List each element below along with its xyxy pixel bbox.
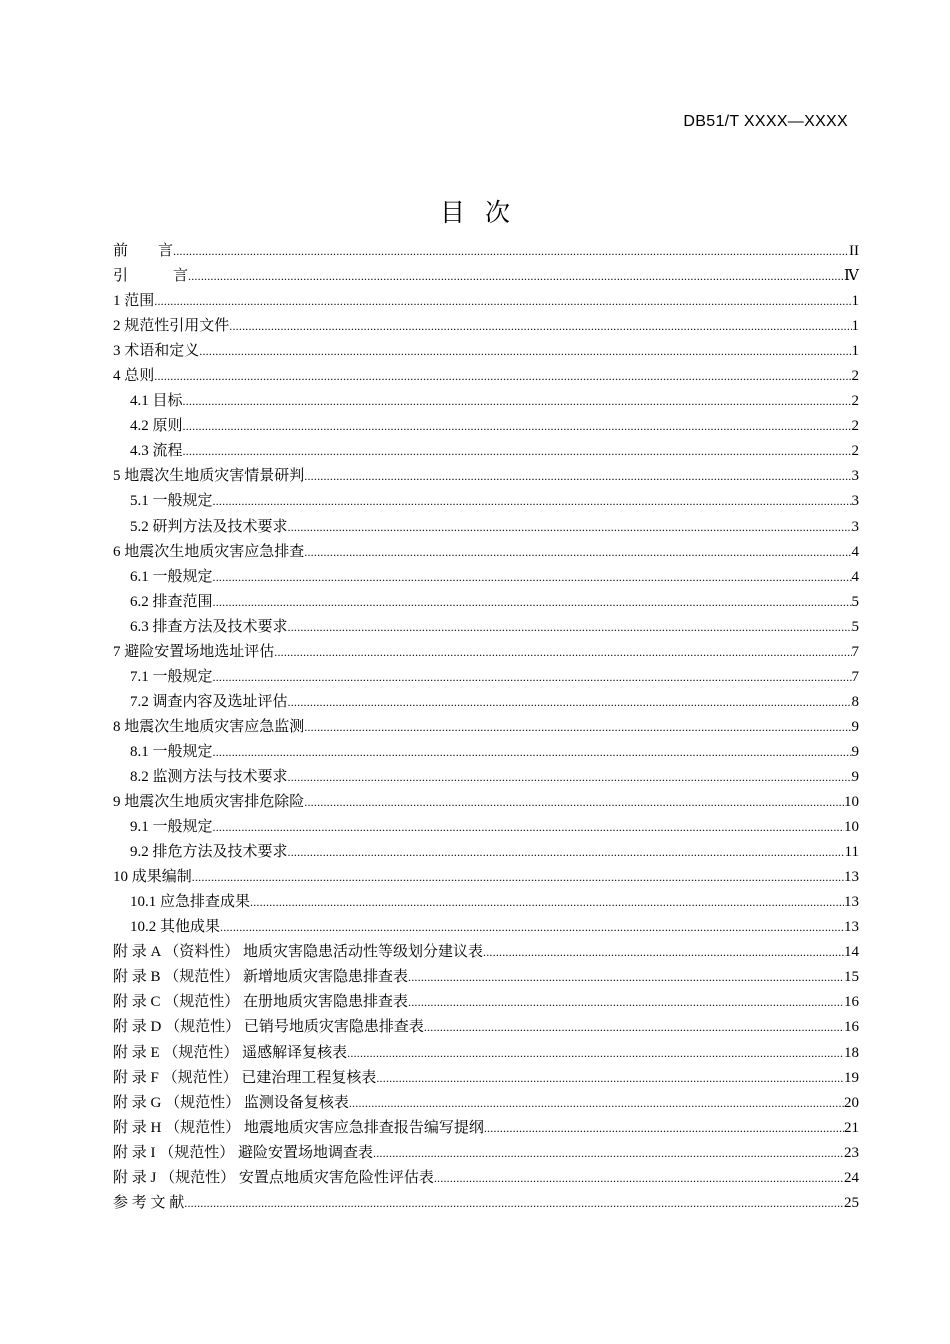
dot-leader (250, 890, 844, 915)
toc-entry[interactable] (113, 1041, 859, 1066)
toc-entry[interactable] (113, 1191, 859, 1216)
dot-leader (213, 665, 852, 690)
dot-leader (173, 239, 849, 264)
dot-leader (376, 1066, 844, 1091)
toc-entry-label: 9.2 排危方法及技术要求 (130, 844, 288, 861)
toc-entry-page: 9 (851, 743, 859, 760)
toc-entry-page: 5 (851, 593, 859, 610)
toc-entry-page: 24 (844, 1169, 859, 1186)
toc-entry-page: 13 (844, 919, 859, 936)
document-number: DB51/T XXXX—XXXX (683, 113, 848, 130)
dot-leader (288, 515, 852, 540)
toc-entry-page: 21 (844, 1119, 859, 1136)
toc-entry[interactable] (113, 915, 859, 940)
toc-entry-page: 11 (844, 844, 859, 861)
dot-leader (373, 1141, 844, 1166)
dot-leader (199, 339, 851, 364)
toc-entry-page: 10 (844, 819, 859, 836)
toc-entry-label: 8 地震次生地质灾害应急监测 (113, 718, 305, 735)
toc-entry-page: 14 (844, 944, 859, 961)
toc-entry-label: 8.1 一般规定 (130, 743, 213, 760)
toc-entry-page: 16 (844, 1019, 859, 1036)
toc-entry-label: 附 录 C （规范性） 在册地质灾害隐患排查表 (113, 994, 409, 1011)
dot-leader (304, 715, 851, 740)
toc-entry[interactable] (113, 690, 859, 715)
toc-entry-label: 10.2 其他成果 (130, 919, 221, 936)
toc-entry-label: 9 地震次生地质灾害排危除险 (113, 794, 305, 811)
toc-entry-page: 25 (844, 1194, 859, 1211)
dot-leader (304, 540, 851, 565)
dot-leader (183, 414, 852, 439)
dot-leader (349, 1091, 844, 1116)
toc-entry[interactable] (113, 965, 859, 990)
toc-entry-page: 7 (851, 668, 859, 685)
toc-entry-page: 3 (851, 468, 859, 485)
toc-entry-page: 8 (851, 693, 859, 710)
page-title: 目次 (439, 198, 530, 227)
dot-leader (154, 289, 851, 314)
toc-entry-page: 3 (851, 518, 859, 535)
toc-entry-page: 1 (851, 293, 859, 310)
toc-entry-page: 16 (844, 994, 859, 1011)
toc-entry-label: 引 言 (113, 268, 189, 285)
toc-entry-label: 7.1 一般规定 (130, 668, 213, 685)
toc-entry-label: 1 范围 (113, 293, 155, 310)
toc-entry-page: 10 (844, 794, 859, 811)
toc-entry-page: 13 (844, 869, 859, 886)
dot-leader (424, 1015, 844, 1040)
toc-entry-page: 23 (844, 1144, 859, 1161)
toc-entry-label: 前 言 (113, 243, 174, 259)
toc-entry[interactable] (113, 840, 859, 865)
toc-entry-label: 附 录 I （规范性） 避险安置场地调查表 (113, 1144, 373, 1161)
toc-entry[interactable] (113, 239, 859, 264)
toc-entry-page: 19 (844, 1069, 859, 1086)
toc-entry[interactable] (113, 464, 859, 489)
toc-entry[interactable] (113, 865, 859, 890)
toc-entry-label: 附 录 E （规范性） 遥感解译复核表 (113, 1044, 348, 1061)
toc-entry-label: 附 录 H （规范性） 地震地质灾害应急排查报告编写提纲 (113, 1119, 484, 1136)
toc-entry[interactable] (113, 389, 859, 414)
toc-entry[interactable] (113, 640, 859, 665)
dot-leader (304, 790, 844, 815)
toc-entry-page: 1 (851, 343, 859, 360)
toc-entry-page: 15 (844, 969, 859, 986)
toc-entry[interactable] (113, 790, 859, 815)
toc-entry-label: 附 录 F （规范性） 已建治理工程复核表 (113, 1069, 377, 1086)
toc-entry[interactable] (113, 264, 859, 289)
toc-entry[interactable] (113, 565, 859, 590)
toc-entry[interactable] (113, 1116, 859, 1141)
dot-leader (288, 615, 852, 640)
toc-entry[interactable] (113, 665, 859, 690)
toc-entry-page: 5 (851, 618, 859, 635)
toc-entry-label: 10.1 应急排查成果 (130, 894, 251, 911)
dot-leader (213, 489, 852, 514)
toc-entry-page: II (849, 243, 859, 259)
toc-entry-label: 4 总则 (113, 368, 155, 385)
dot-leader (213, 590, 852, 615)
dot-leader (408, 965, 844, 990)
toc-entry-label: 8.2 监测方法与技术要求 (130, 768, 288, 785)
dot-leader (220, 915, 844, 940)
toc-entry-page: 4 (851, 543, 859, 560)
toc-entry[interactable] (113, 590, 859, 615)
toc-entry-label: 10 成果编制 (113, 869, 192, 886)
toc-entry[interactable] (113, 439, 859, 464)
toc-entry-label: 7 避险安置场地选址评估 (113, 643, 275, 660)
dot-leader (192, 865, 844, 890)
toc-entry-page: Ⅳ (844, 268, 859, 285)
toc-entry[interactable] (113, 515, 859, 540)
toc-entry[interactable] (113, 289, 859, 314)
table-of-contents (113, 239, 859, 1216)
toc-entry-label: 6 地震次生地质灾害应急排查 (113, 543, 305, 560)
toc-entry-label: 附 录 D （规范性） 已销号地质灾害隐患排查表 (113, 1019, 424, 1036)
toc-entry[interactable] (113, 815, 859, 840)
dot-leader (188, 264, 844, 289)
toc-entry-label: 2 规范性引用文件 (113, 318, 230, 335)
toc-entry[interactable] (113, 339, 859, 364)
toc-entry-page: 1 (851, 318, 859, 335)
toc-entry[interactable] (113, 940, 859, 965)
dot-leader (154, 364, 851, 389)
toc-entry[interactable] (113, 615, 859, 640)
toc-entry-label: 5.1 一般规定 (130, 493, 213, 510)
toc-entry-page: 4 (851, 568, 859, 585)
toc-entry-label: 4.2 原则 (130, 418, 183, 435)
toc-entry-page: 9 (851, 768, 859, 785)
dot-leader (183, 389, 852, 414)
toc-entry[interactable] (113, 1166, 859, 1191)
toc-entry-page: 20 (844, 1094, 859, 1111)
dot-leader (274, 640, 851, 665)
toc-entry-label: 附 录 B （规范性） 新增地质灾害隐患排查表 (113, 969, 409, 986)
dot-leader (434, 1166, 844, 1191)
toc-entry[interactable] (113, 540, 859, 565)
toc-entry-label: 附 录 J （规范性） 安置点地质灾害危险性评估表 (113, 1169, 434, 1186)
toc-entry[interactable] (113, 489, 859, 514)
dot-leader (484, 1116, 844, 1141)
dot-leader (483, 940, 844, 965)
toc-entry[interactable] (113, 1091, 859, 1116)
toc-entry-page: 2 (851, 393, 859, 410)
dot-leader (288, 690, 852, 715)
toc-entry-label: 5.2 研判方法及技术要求 (130, 518, 288, 535)
toc-entry[interactable] (113, 1015, 859, 1040)
toc-entry[interactable] (113, 990, 859, 1015)
dot-leader (213, 740, 852, 765)
dot-leader (288, 840, 845, 865)
toc-entry-label: 5 地震次生地质灾害情景研判 (113, 468, 305, 485)
toc-entry-label: 3 术语和定义 (113, 343, 200, 360)
dot-leader (347, 1041, 844, 1066)
toc-entry-page: 18 (844, 1044, 859, 1061)
toc-entry-page: 2 (851, 443, 859, 460)
toc-entry-page: 2 (851, 368, 859, 385)
toc-entry-label: 附 录 A （资料性） 地质灾害隐患活动性等级划分建议表 (113, 944, 484, 961)
toc-entry[interactable] (113, 715, 859, 740)
toc-entry[interactable] (113, 740, 859, 765)
toc-entry-page: 2 (851, 418, 859, 435)
toc-entry-label: 7.2 调查内容及选址评估 (130, 693, 288, 710)
toc-entry-label: 4.1 目标 (130, 393, 183, 410)
dot-leader (304, 464, 851, 489)
toc-entry[interactable] (113, 890, 859, 915)
toc-entry-label: 参 考 文 献 (113, 1194, 185, 1211)
dot-leader (183, 439, 852, 464)
toc-entry-label: 9.1 一般规定 (130, 819, 213, 836)
toc-entry[interactable] (113, 414, 859, 439)
toc-entry[interactable] (113, 1066, 859, 1091)
toc-entry[interactable] (113, 314, 859, 339)
toc-entry-label: 6.1 一般规定 (130, 568, 213, 585)
dot-leader (213, 565, 852, 590)
toc-entry-page: 3 (851, 493, 859, 510)
toc-entry-page: 9 (851, 718, 859, 735)
toc-entry-label: 6.3 排查方法及技术要求 (130, 618, 288, 635)
toc-entry-page: 7 (851, 643, 859, 660)
toc-entry-label: 4.3 流程 (130, 443, 183, 460)
dot-leader (288, 765, 852, 790)
dot-leader (229, 314, 851, 339)
toc-entry-label: 附 录 G （规范性） 监测设备复核表 (113, 1094, 349, 1111)
dot-leader (408, 990, 844, 1015)
dot-leader (213, 815, 844, 840)
toc-entry-label: 6.2 排查范围 (130, 593, 213, 610)
toc-entry[interactable] (113, 765, 859, 790)
toc-entry[interactable] (113, 1141, 859, 1166)
toc-entry[interactable] (113, 364, 859, 389)
dot-leader (184, 1191, 844, 1216)
toc-entry-page: 13 (844, 894, 859, 911)
